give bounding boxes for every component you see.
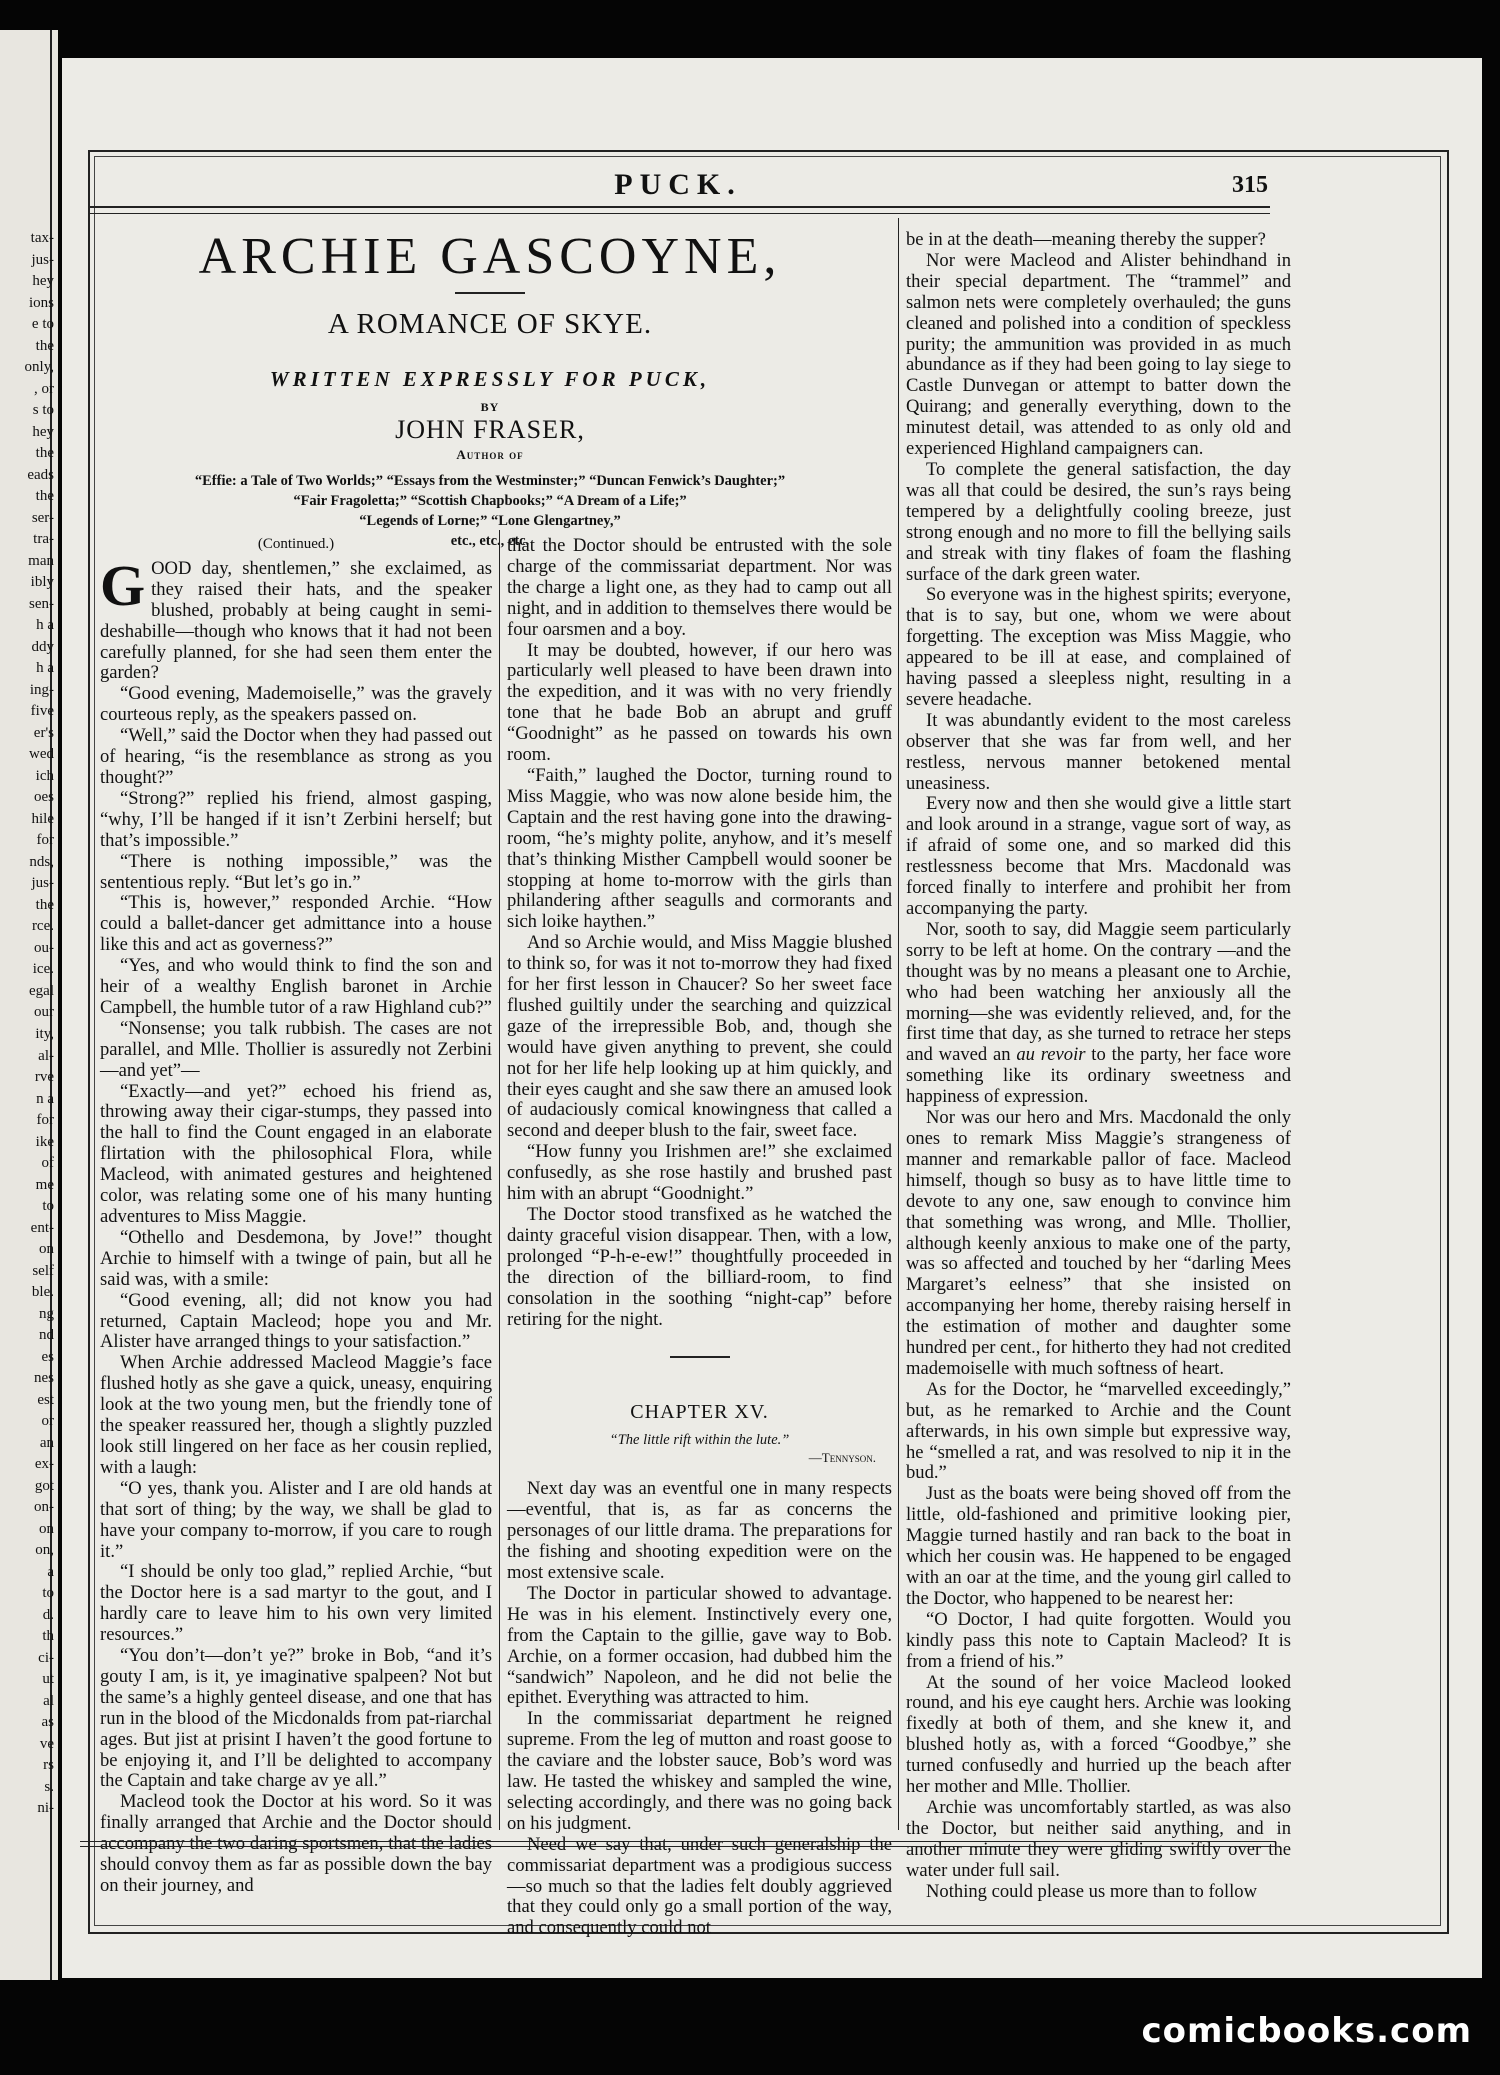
- masthead-rule-thin: [88, 213, 1270, 214]
- left-page-fragment: eads: [27, 466, 54, 483]
- left-page-fragment: hile: [31, 810, 54, 827]
- paragraph: Every now and then she would give a little start and look around in a strange, vague sort of way, as if afraid of some one, and so marked did this restlessness become that Mrs. Macdonald was forced finally to interfere and prohibit her from accompanying the party.: [906, 793, 1291, 919]
- works-line: “Effie: a Tale of Two Worlds;” “Essays from the Westminster;” “Duncan Fenwick’s Daughter;”: [194, 473, 786, 489]
- watermark: comicbooks.com: [1141, 2011, 1472, 2051]
- left-page-fragment: e to: [31, 316, 54, 333]
- left-page-fragment: five: [30, 703, 54, 720]
- left-page-fragment: ng: [39, 1305, 54, 1322]
- left-page-fragment: sen-: [29, 595, 54, 612]
- paragraph: “How funny you Irishmen are!” she exclaimed confusedly, as she rose hastily and brushed past him with an abrupt “Goodnight.”: [507, 1141, 892, 1205]
- paragraph: Just as the boats were being shoved off from the little, old-fashioned and primitive looking pier, Maggie turned hastily and ran back to the boat in which her cousin was. He happened to be engaged with an oar at the time, and the young girl called to the Doctor, who happened to be nearest her:: [906, 1483, 1291, 1609]
- left-page-edge: [0, 30, 58, 1980]
- works-line: “Legends of Lorne;” “Lone Glengartney,”: [359, 513, 621, 529]
- left-page-fragment: , or: [34, 380, 54, 397]
- author-of: Author of: [456, 447, 524, 462]
- left-page-fragment: ci-: [38, 1649, 54, 1666]
- left-page-fragment: al-: [38, 1047, 54, 1064]
- left-page-fragment: ity,: [35, 1026, 54, 1042]
- paragraph: So everyone was in the highest spirits; everyone, that is to say, but one, whom we were about forgetting. The exception was Miss Maggie, who appeared to be ill at ease, and complained of having passed a sleepless night, resulting in a severe headache.: [906, 584, 1291, 710]
- left-page-fragment: s.: [44, 1778, 54, 1795]
- left-page-fragment: the: [35, 445, 54, 462]
- left-page-fragment: ser-: [31, 509, 54, 526]
- paragraph: “Yes, and who would think to find the son and heir of a wealthy English baronet in Archie Campbell, the humble tutor of a raw Highland cub?”: [100, 955, 492, 1018]
- paragraph: At the sound of her voice Macleod looked round, and his eye caught hers. Archie was looking fixedly at both of them, and she knew it, and blushed hotly as, with a forced “Goodbye,” she turned confusedly and hurried up the beach after her mother and Mlle. Thollier.: [906, 1671, 1291, 1798]
- left-page-fragment: our: [34, 1004, 54, 1021]
- paragraph: The Doctor in particular showed to advantage. He was in his element. Instinctively every one, from the Captain to the gillie, gave way to Bob. Archie, on a former occasion, had dubbed him the “sandwich” Napoleon, and he did not belie the epithet. Everything was attracted to him.: [507, 1582, 892, 1709]
- left-page-fragment: ut: [42, 1671, 54, 1688]
- left-page-fragment: ni-: [37, 1800, 54, 1817]
- left-page-fragment: ice.: [32, 961, 54, 978]
- paragraph: “This is, however,” responded Archie. “How could a ballet-dancer get admittance into a house like this and act as governess?”: [100, 892, 492, 956]
- paragraph: Nor were Macleod and Alister behindhand in their special department. The “trammel” and salmon nets were completely overhauled; the guns cleaned and polished into a condition of speckless purity; the ammunition was provided in as much abundance as if they had been going to lay siege to Castle Dunvegan or attempt to batter down the Quirang; and generally everything, down to the minutest detail, was attended to as only old and experienced Highland campaigners can.: [906, 249, 1291, 460]
- left-page-fragment: rce.: [31, 918, 54, 935]
- paragraph: Macleod took the Doctor at his word. So it was finally arranged that Archie and the Doctor should accompany the two daring sportsmen, that the ladies should convoy them as far as possible down the bay on their journey, and: [100, 1791, 492, 1896]
- left-page-fragment: ibly: [30, 574, 54, 591]
- page-number: 315: [1232, 172, 1268, 198]
- left-page-fragment: er's: [33, 724, 54, 741]
- left-page-fragment: the: [35, 337, 54, 354]
- title-rule: [455, 292, 525, 294]
- left-page-fragment: hey: [32, 423, 54, 440]
- paragraph: “Nonsense; you talk rubbish. The cases are not parallel, and Mlle. Thollier is assuredly not Zerbini—and yet”—: [100, 1017, 492, 1081]
- story-title: ARCHIE GASCOYNE,: [198, 228, 782, 285]
- paragraph: “Good evening, all; did not know you had returned, Captain Macleod; hope you and Mr. Alister have arranged things to your satisfaction.”: [100, 1289, 492, 1353]
- paragraph: GOOD day, shentlemen,” she exclaimed, as they raised their hats, and the speaker blushed, probably at being caught in semi-deshabille—though who knows that it had not been carefully planned, for she had seen them enter the garden?: [100, 552, 492, 684]
- written-for-line: WRITTEN EXPRESSLY FOR PUCK,: [269, 367, 711, 391]
- left-page-fragment: h a: [36, 617, 54, 634]
- masthead-rule: [88, 206, 1270, 208]
- column-1: [100, 528, 492, 1897]
- paragraph: It may be doubted, however, if our hero was particularly well pleased to have been drawn into the expedition, and it was with no very friendly tone that he bade Bob an abrupt and gruff “Goodnight” as he passed on towards his own room.: [507, 639, 892, 766]
- left-page-fragment: self: [32, 1262, 54, 1279]
- left-page-fragment: on-: [34, 1499, 54, 1516]
- story-subtitle: A ROMANCE OF SKYE.: [327, 308, 653, 340]
- paragraph: “Faith,” laughed the Doctor, turning round to Miss Maggie, who was now alone beside him, the Captain and the rest having gone into the drawing-room, “he’s mighty polite, anyhow, and it’s meself that’s thinking Misther Campbell would sooner be stopping at home to-morrow with the girls than philandering afther seagulls and cormorants and sich loike haythen.”: [507, 764, 892, 933]
- left-page-fragment: for: [36, 1112, 54, 1129]
- left-page-fragment: the: [35, 488, 54, 505]
- left-page-fragment: al: [43, 1692, 54, 1709]
- left-page-fragment: ent-: [30, 1219, 54, 1236]
- paragraph: be in at the death—meaning thereby the supper?: [906, 229, 1266, 250]
- left-page-fragment: to: [42, 1198, 54, 1215]
- paragraph: Nothing could please us more than to follow: [926, 1880, 1258, 1902]
- left-page-fragment: the: [35, 896, 54, 913]
- left-page-fragment: ich: [35, 767, 54, 784]
- epigraph-author: —Tennyson.: [808, 1450, 876, 1466]
- paragraph: In the commissariat department he reigned supreme. From the leg of mutton and roast goose to the caviare and the lobster sauce, Bob’s word was law. He tasted the whiskey and sampled the wine, selecting accordingly, and there was no going back on his judgment.: [507, 1708, 892, 1834]
- left-page-fragment: or: [41, 1413, 54, 1430]
- story-heading: [90, 222, 890, 551]
- left-page-fragment: ex-: [34, 1456, 54, 1473]
- left-page-fragment: jus-: [31, 875, 54, 892]
- left-page-fragment: rve: [34, 1069, 54, 1086]
- left-page-fragment: a: [47, 1563, 54, 1580]
- left-page-fragment: ike: [35, 1133, 54, 1150]
- paragraph: It was abundantly evident to the most careless observer that she was far from well, and her restless, nervous manner betokened mental uneasiness.: [906, 709, 1291, 794]
- paragraph: that the Doctor should be entrusted with the sole charge of the commissariat department. Nor was the charge a light one, as they had to camp out all night, and in addition to themselves there would be four oarsmen and a boy.: [507, 535, 892, 640]
- left-page-fragment: on: [39, 1241, 54, 1258]
- works-line: “Fair Fragoletta;” “Scottish Chapbooks;” “A Dream of a Life;”: [293, 493, 687, 509]
- left-page-fragment: tax-: [30, 230, 54, 246]
- masthead-title: PUCK.: [614, 168, 742, 201]
- continued-note: (Continued.): [257, 536, 335, 552]
- left-page-fragment: nes: [34, 1370, 54, 1387]
- paragraph: Need we say that, under such generalship the commissariat department was a prodigious success—so much so that the ladies felt doubly aggrieved that they could only go a small portion of the way, and consequently could not: [507, 1833, 892, 1939]
- left-page-fragment: got: [34, 1477, 54, 1494]
- left-page-fragment: rs: [43, 1757, 54, 1774]
- left-page-fragment: wed: [29, 746, 54, 763]
- paragraph: “Exactly—and yet?” echoed his friend as, throwing away their cigar-stumps, they passed into the hall to find the Count engaged in an elaborate flirtation with the philosophical Flora, while Macleod, with animated gestures and heightened color, was relating some one of his many hunting adventures to Miss Maggie.: [100, 1080, 492, 1227]
- paragraph: The Doctor stood transfixed as he watched the dainty graceful vision disappear. Then, with a low, prolonged “P-h-e-ew!” thoughtfully proceeded in the direction of the billiard-room, to find consolation in the soothing “night-cap” before retiring for the night.: [507, 1204, 892, 1330]
- column-divider: [898, 218, 899, 1830]
- paragraph: As for the Doctor, he “marvelled exceedingly,” but, as he remarked to Archie and the Count afterwards, in his own simple but expressive way, he “smelled a rat, and was resolved to nip it in the bud.”: [906, 1378, 1291, 1484]
- left-page-fragment: egal: [29, 982, 54, 999]
- left-page-fragment: man: [28, 552, 54, 569]
- left-page-fragment: hey: [32, 273, 54, 290]
- left-page-fragment: ions: [28, 294, 54, 311]
- by-line: BY: [480, 400, 500, 414]
- left-page-fragment: ve: [39, 1735, 54, 1752]
- paragraph: Next day was an eventful one in many respects—eventful, that is, as far as concerns the personages of our little drama. The preparations for the fishing and shooting expedition were on the most extensive scale.: [507, 1478, 892, 1583]
- left-page-fragment: ddy: [31, 638, 54, 655]
- left-page-fragment: to: [42, 1585, 54, 1602]
- column-2: [507, 536, 892, 1939]
- paragraph: “O yes, thank you. Alister and I are old hands at that sort of thing; by the way, we shall be glad to have your company to-morrow, if you care to rough it.”: [100, 1477, 492, 1562]
- epigraph: “The little rift within the lute.”: [609, 1432, 790, 1449]
- left-page-fragment: on,: [35, 1542, 54, 1559]
- paragraph: “Good evening, Mademoiselle,” was the gravely courteous reply, as the speakers passed on.: [100, 683, 492, 726]
- left-page-fragment: an: [39, 1434, 54, 1451]
- left-page-fragment: nds,: [29, 853, 54, 870]
- left-page-fragment: oes: [34, 789, 54, 806]
- left-page-fragment: d.: [42, 1606, 54, 1623]
- paragraph: “O Doctor, I had quite forgotten. Would you kindly pass this note to Captain Macleod? It is from a friend of his.”: [906, 1608, 1291, 1672]
- left-page-fragment: on: [39, 1520, 54, 1537]
- left-page-fragment: as: [41, 1714, 54, 1731]
- left-page-fragment: jus-: [31, 251, 54, 268]
- paragraph: Nor was our hero and Mrs. Macdonald the only ones to remark Miss Maggie’s strangeness of manner and remarkable pallor of face. Macleod himself, though so busy as to have little time to devote to any one, saw enough to convince him that something was wrong, and Mlle. Thollier, although keenly anxious to make one of the party, was so affected and touched by her “darling Mees Margaret’s eelness” that she insisted on accompanying her home, thereby raising herself in the estimation of mother and daughter some hundred per cent., for hitherto they had not credited mademoiselle with much softness of heart.: [906, 1107, 1291, 1379]
- paragraph: “I should be only too glad,” replied Archie, “but the Doctor here is a sad martyr to the gout, and I hardly care to leave him to his own very limited resources.”: [100, 1561, 492, 1646]
- author-name: JOHN FRASER,: [395, 415, 585, 444]
- paragraph: “You don’t—don’t ye?” broke in Bob, “and it’s gouty I am, is it, ye imaginative spalpeen? Not but the same’s a highly genteel disease, and one that has run in the blood of the Micdonalds from pat-riarchal ages. But jist at prisint I haven’t the good fortune to be enjoying it, and I’ll be delighted to accompany the Captain and take charge av ye all.”: [100, 1645, 492, 1792]
- masthead: [88, 168, 1268, 208]
- left-page-fragment: ou-: [34, 939, 54, 956]
- section-rule: [670, 1356, 730, 1358]
- paragraph: To complete the general satisfaction, the day was all that could be desired, the sun’s rays being tempered by a delightfully cooling breeze, just strong enough and no more to fill the bellying sails and streak with tiny flakes of foam the flashing surface of the dark green water.: [906, 458, 1291, 585]
- left-page-fragment: n a: [36, 1090, 54, 1107]
- paragraph: Archie was uncomfortably startled, as was also the Doctor, but neither said anything, and in another minute they were gliding swiftly over the water under full sail.: [906, 1796, 1291, 1881]
- left-page-fragment: of: [41, 1155, 54, 1172]
- left-page-fragment: nd: [39, 1327, 54, 1344]
- left-page-fragment: tra-: [33, 531, 54, 548]
- left-page-fragment: only,: [24, 359, 54, 376]
- column-3: [906, 230, 1291, 1903]
- chapter-heading: CHAPTER XV.: [630, 1401, 769, 1424]
- left-page-fragment: me: [35, 1176, 54, 1193]
- bottom-rule: [80, 1841, 1276, 1842]
- left-page-fragment: s to: [32, 402, 54, 419]
- left-page-fragment: est: [37, 1391, 54, 1408]
- left-page-fragment: for: [36, 832, 54, 849]
- paragraph: When Archie addressed Macleod Maggie’s face flushed hotly as she gave a quick, uneasy, enquiring look at the two young men, but the friendly tone of the speaker reassured her, though a slightly puzzled look still lingered on her face as her cousin replied, with a laugh:: [100, 1352, 492, 1478]
- paragraph: “Strong?” replied his friend, almost gasping, “why, I’ll be hanged if it isn’t Zerbini herself; but that’s impossible.”: [100, 787, 492, 851]
- left-page-fragment: es: [41, 1348, 54, 1365]
- paragraph: Nor, sooth to say, did Maggie seem particularly sorry to be left at home. On the contrary —and the thought was by no means a pleasant one to Archie, who had been watching her anxiously all the morning—she was evidently relieved, and, for the first time that day, as she turned to retrace her steps and waved an au revoir to the party, her face wore something like its ordinary sweetness and happiness of expression.: [906, 918, 1292, 1108]
- bottom-rule-thin: [80, 1846, 1276, 1847]
- paragraph: “Well,” said the Doctor when they had passed out of hearing, “is the resemblance as strong as you thought?”: [100, 725, 492, 788]
- left-page-fragment: ing-: [29, 681, 54, 698]
- column-divider: [499, 530, 500, 1830]
- paragraph: “There is nothing impossible,” was the sententious reply. “But let’s go in.”: [100, 850, 492, 893]
- works-line: etc., etc., etc.: [450, 533, 530, 549]
- left-page-fragment: th: [42, 1628, 54, 1645]
- paragraph: And so Archie would, and Miss Maggie blushed to think so, for was it not to-morrow they had fixed for her first lesson in Chaucer? So her sweet face flushed guiltily under the searching and quizzical gaze of the irrepressible Bob, and, though she would have given anything to prevent, she could not for her life help looking up at him quickly, and their eyes caught and she saw there an amused look of audaciously comical knowingness that called a second and deeper blush to the fair, sweet face.: [507, 932, 892, 1142]
- left-page-fragment: ble.: [31, 1284, 54, 1301]
- paragraph: “Othello and Desdemona, by Jove!” thought Archie to himself with a twinge of pain, but all he said was, with a smile:: [100, 1226, 492, 1290]
- left-page-fragment: h a: [36, 660, 54, 677]
- drop-cap: G: [100, 552, 146, 618]
